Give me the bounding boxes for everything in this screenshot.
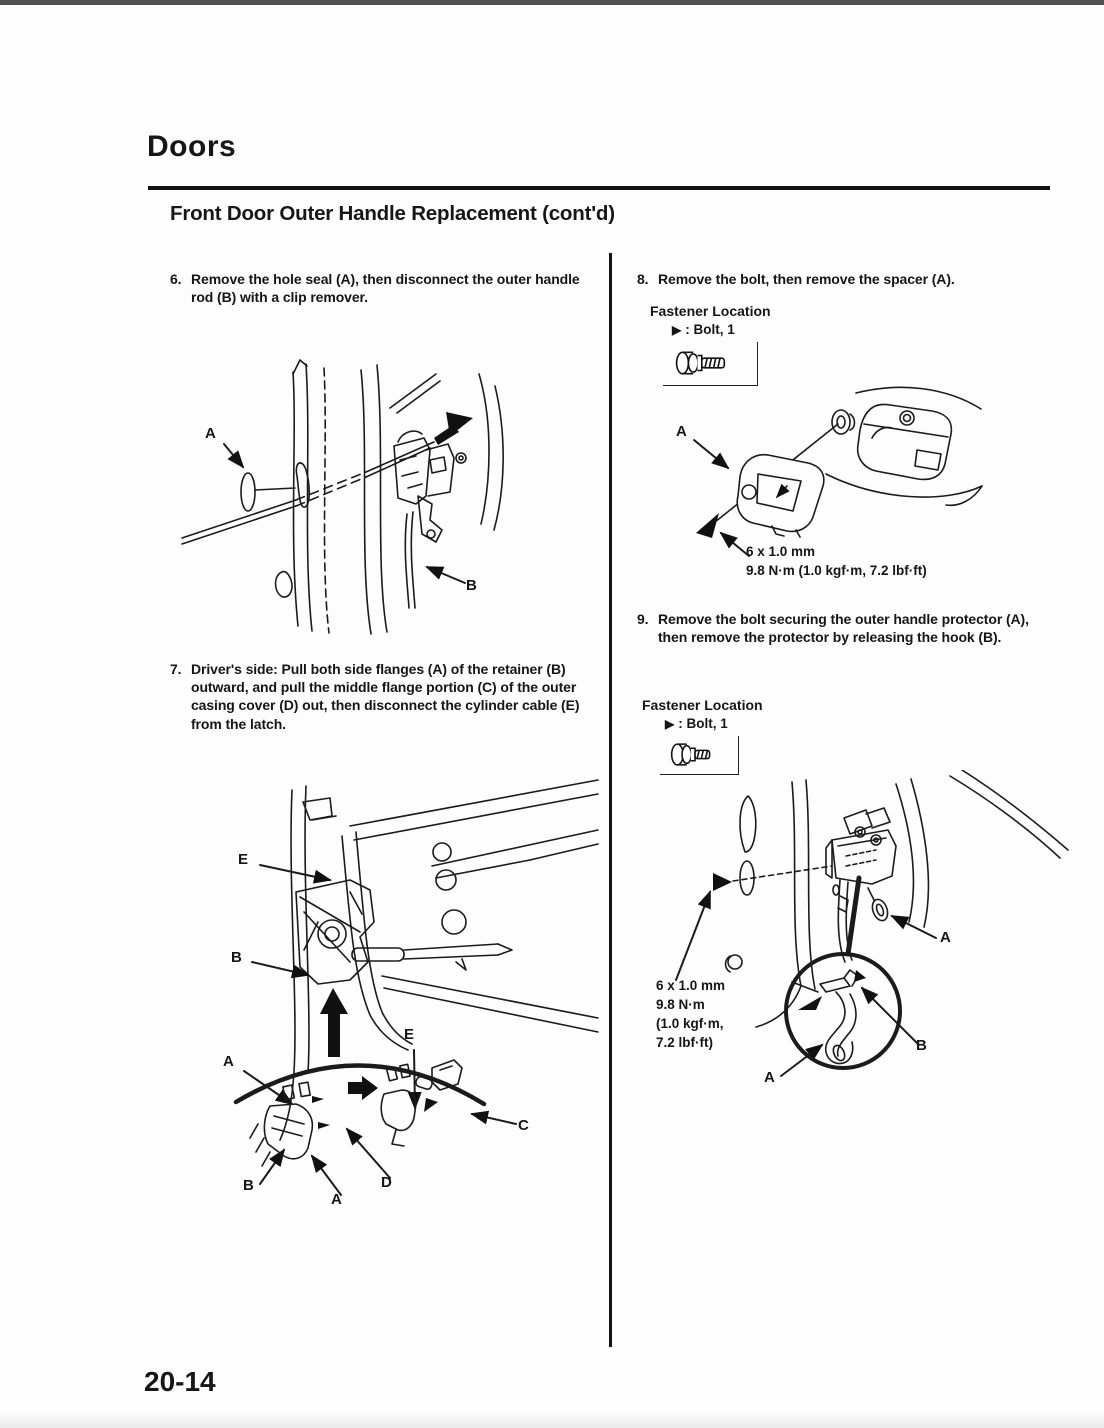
bottom-strip xyxy=(0,1410,1104,1428)
step-7 xyxy=(170,660,595,733)
torque-line: 6 x 1.0 mm xyxy=(656,978,726,993)
direction-arrow-icons xyxy=(312,988,438,1129)
figure-protector xyxy=(640,770,1080,1105)
hole-seal-diagram xyxy=(178,348,598,638)
part-label-d: D xyxy=(381,1174,392,1191)
bolt-icon xyxy=(670,741,718,768)
fastener-triangle-icon: ▶ xyxy=(665,717,675,731)
part-label-a: A xyxy=(676,423,687,440)
fastener-triangle-icon xyxy=(696,513,719,538)
bolt-icon xyxy=(675,349,735,377)
step-number: 8. xyxy=(637,271,649,287)
figure-hole-seal xyxy=(178,348,598,638)
fastener-location-step8 xyxy=(645,300,785,390)
page-title: Doors xyxy=(147,130,237,163)
part-label-a: A xyxy=(223,1053,234,1070)
part-label-e: E xyxy=(238,851,249,868)
torque-line: 7.2 lbf·ft) xyxy=(656,1035,713,1050)
column-divider xyxy=(609,253,612,1347)
step-text: Remove the bolt, then remove the spacer (A). xyxy=(658,271,955,287)
torque-spec xyxy=(656,976,725,1052)
part-label-b: B xyxy=(243,1177,254,1194)
fastener-bolt-row xyxy=(672,322,735,337)
fastener-bolt-count: : Bolt, 1 xyxy=(678,716,728,731)
step-number: 6. xyxy=(170,271,182,287)
left-column xyxy=(170,270,605,1360)
torque-line: 9.8 N·m xyxy=(656,997,705,1012)
part-label-c: C xyxy=(518,1117,529,1134)
step-text: Driver's side: Pull both side flanges (A) of the retainer (B) outward, and pull the middle flange portion (C) of the outer casing cover (D) out, then disconnect the cylinder cable (E) from the latch. xyxy=(191,661,580,732)
protector-diagram xyxy=(640,770,1080,1105)
torque-spec xyxy=(746,542,927,580)
torque-line: 9.8 N·m (1.0 kgf·m, 7.2 lbf·ft) xyxy=(746,563,927,578)
fastener-bolt-row xyxy=(665,716,728,731)
top-bar xyxy=(0,0,1104,5)
right-column xyxy=(637,270,1087,1360)
header-rule xyxy=(148,186,1050,190)
torque-line: (1.0 kgf·m, xyxy=(656,1016,724,1031)
page-subtitle: Front Door Outer Handle Replacement (cont'd) xyxy=(170,202,615,225)
part-label-b: B xyxy=(231,949,242,966)
fastener-location-heading: Fastener Location xyxy=(650,303,771,319)
motion-arrow-icon xyxy=(434,412,473,445)
torque-line: 6 x 1.0 mm xyxy=(746,544,816,559)
page-number: 20-14 xyxy=(144,1366,216,1397)
figure-retainer-detail xyxy=(200,772,600,1242)
part-label-e: E xyxy=(404,1026,415,1043)
figure-spacer xyxy=(660,380,1080,595)
part-label-b: B xyxy=(466,577,477,594)
part-label-a: A xyxy=(940,929,951,946)
fastener-location-step9 xyxy=(637,695,777,780)
fastener-location-heading: Fastener Location xyxy=(642,697,763,713)
fastener-bolt-count: : Bolt, 1 xyxy=(685,322,735,337)
step-text: Remove the hole seal (A), then disconnect the outer handle rod (B) with a clip remover. xyxy=(191,271,580,306)
step-text: Remove the bolt securing the outer handle protector (A), then remove the protector by releasing the hook (B). xyxy=(658,611,1029,646)
step-8 xyxy=(637,270,1057,288)
fastener-triangle-icon: ▶ xyxy=(672,323,682,337)
part-label-a: A xyxy=(205,425,216,442)
part-label-a: A xyxy=(331,1191,342,1208)
step-number: 7. xyxy=(170,661,182,677)
step-number: 9. xyxy=(637,611,649,627)
step-9 xyxy=(637,610,1049,646)
step-6 xyxy=(170,270,592,306)
retainer-diagram xyxy=(200,772,600,1242)
part-label-a: A xyxy=(764,1069,775,1086)
part-label-b: B xyxy=(916,1037,927,1054)
